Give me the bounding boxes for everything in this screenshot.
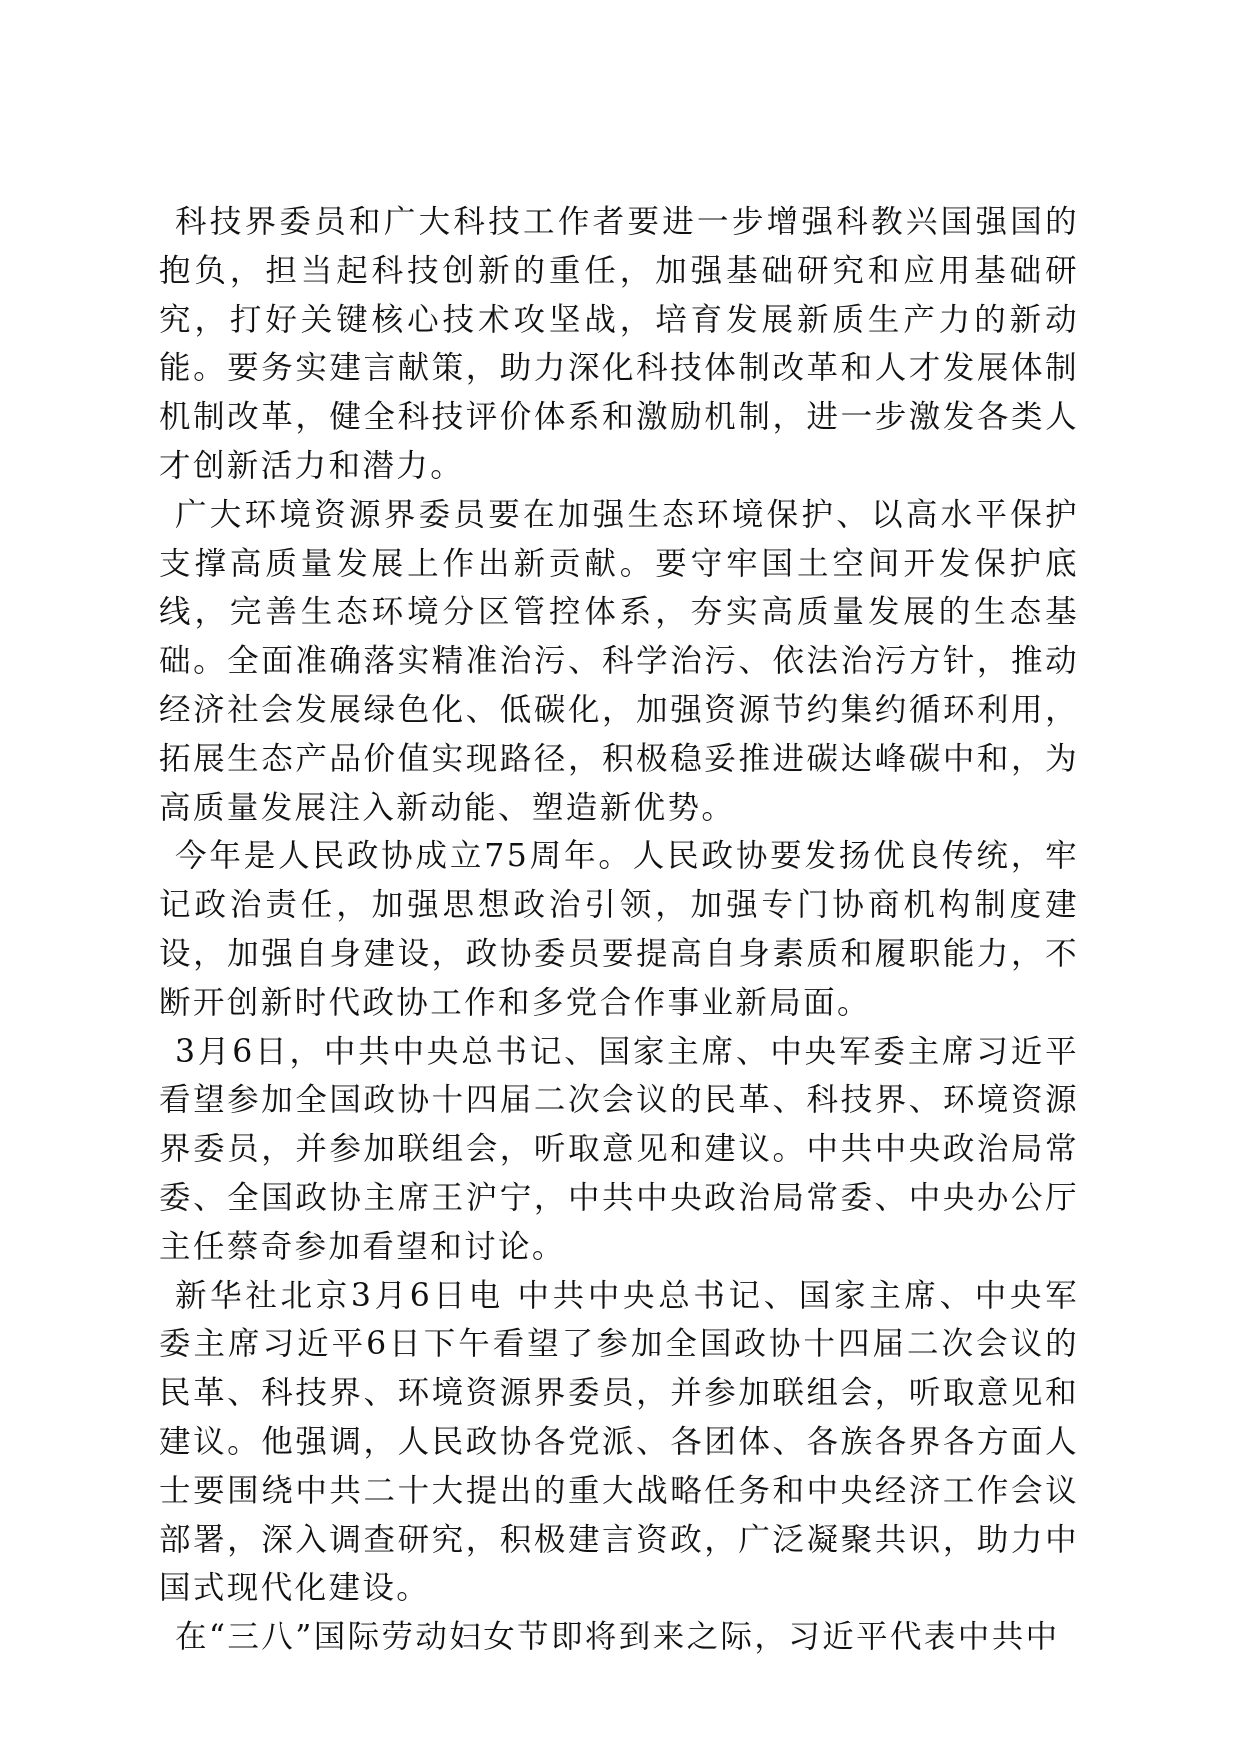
paragraph-womens-day: 在“三八”国际劳动妇女节即将到来之际，习近平代表中共中 xyxy=(175,1619,1060,1656)
paragraph-science-tech: 科技界委员和广大科技工作者要进一步增强科教兴国强国的抱负，担当起科技创新的重任，加强基础研究和应用基础研究，打好关键核心技术攻坚战，培育发展新质生产力的新动能。要务实建言献策，助力深化科技体制改革和人才发展体制机制改革，健全科技评价体系和激励机制，进一步激发各类人才创新活力和潜力。 xyxy=(159,204,1079,484)
paragraph-environment: 广大环境资源界委员要在加强生态环境保护、以高水平保护支撑高质量发展上作出新贡献。要守牢国土空间开发保护底线，完善生态环境分区管控体系，夯实高质量发展的生态基础。全面准确落实精准治污、科学治污、依法治污方针，推动经济社会发展绿色化、低碳化，加强资源节约集约循环利用，拓展生态产品价值实现路径，积极稳妥推进碳达峰碳中和，为高质量发展注入新动能、塑造新优势。 xyxy=(159,496,1079,826)
paragraph-march-6-visit: 3月6日，中共中央总书记、国家主席、中央军委主席习近平看望参加全国政协十四届二次会议的民革、科技界、环境资源界委员，并参加联组会，听取意见和建议。中共中央政治局常委、全国政协主席王沪宁，中共中央政治局常委、中央办公厅主任蔡奇参加看望和讨论。 xyxy=(159,1033,1079,1265)
paragraph-xinhua-report: 新华社北京3月6日电 中共中央总书记、国家主席、中央军委主席习近平6日下午看望了参加全国政协十四届二次会议的民革、科技界、环境资源界委员，并参加联组会，听取意见和建议。他强调，人民政协各党派、各团体、各族各界各方面人士要围绕中共二十大提出的重大战略任务和中央经济工作会议部署，深入调查研究，积极建言资政，广泛凝聚共识，助力中国式现代化建设。 xyxy=(159,1277,1079,1607)
document-body xyxy=(159,198,1079,1662)
paragraph-cppcc-anniversary: 今年是人民政协成立75周年。人民政协要发扬优良传统，牢记政治责任，加强思想政治引领，加强专门协商机构制度建设，加强自身建设，政协委员要提高自身素质和履职能力，不断开创新时代政协工作和多党合作事业新局面。 xyxy=(159,838,1079,1021)
